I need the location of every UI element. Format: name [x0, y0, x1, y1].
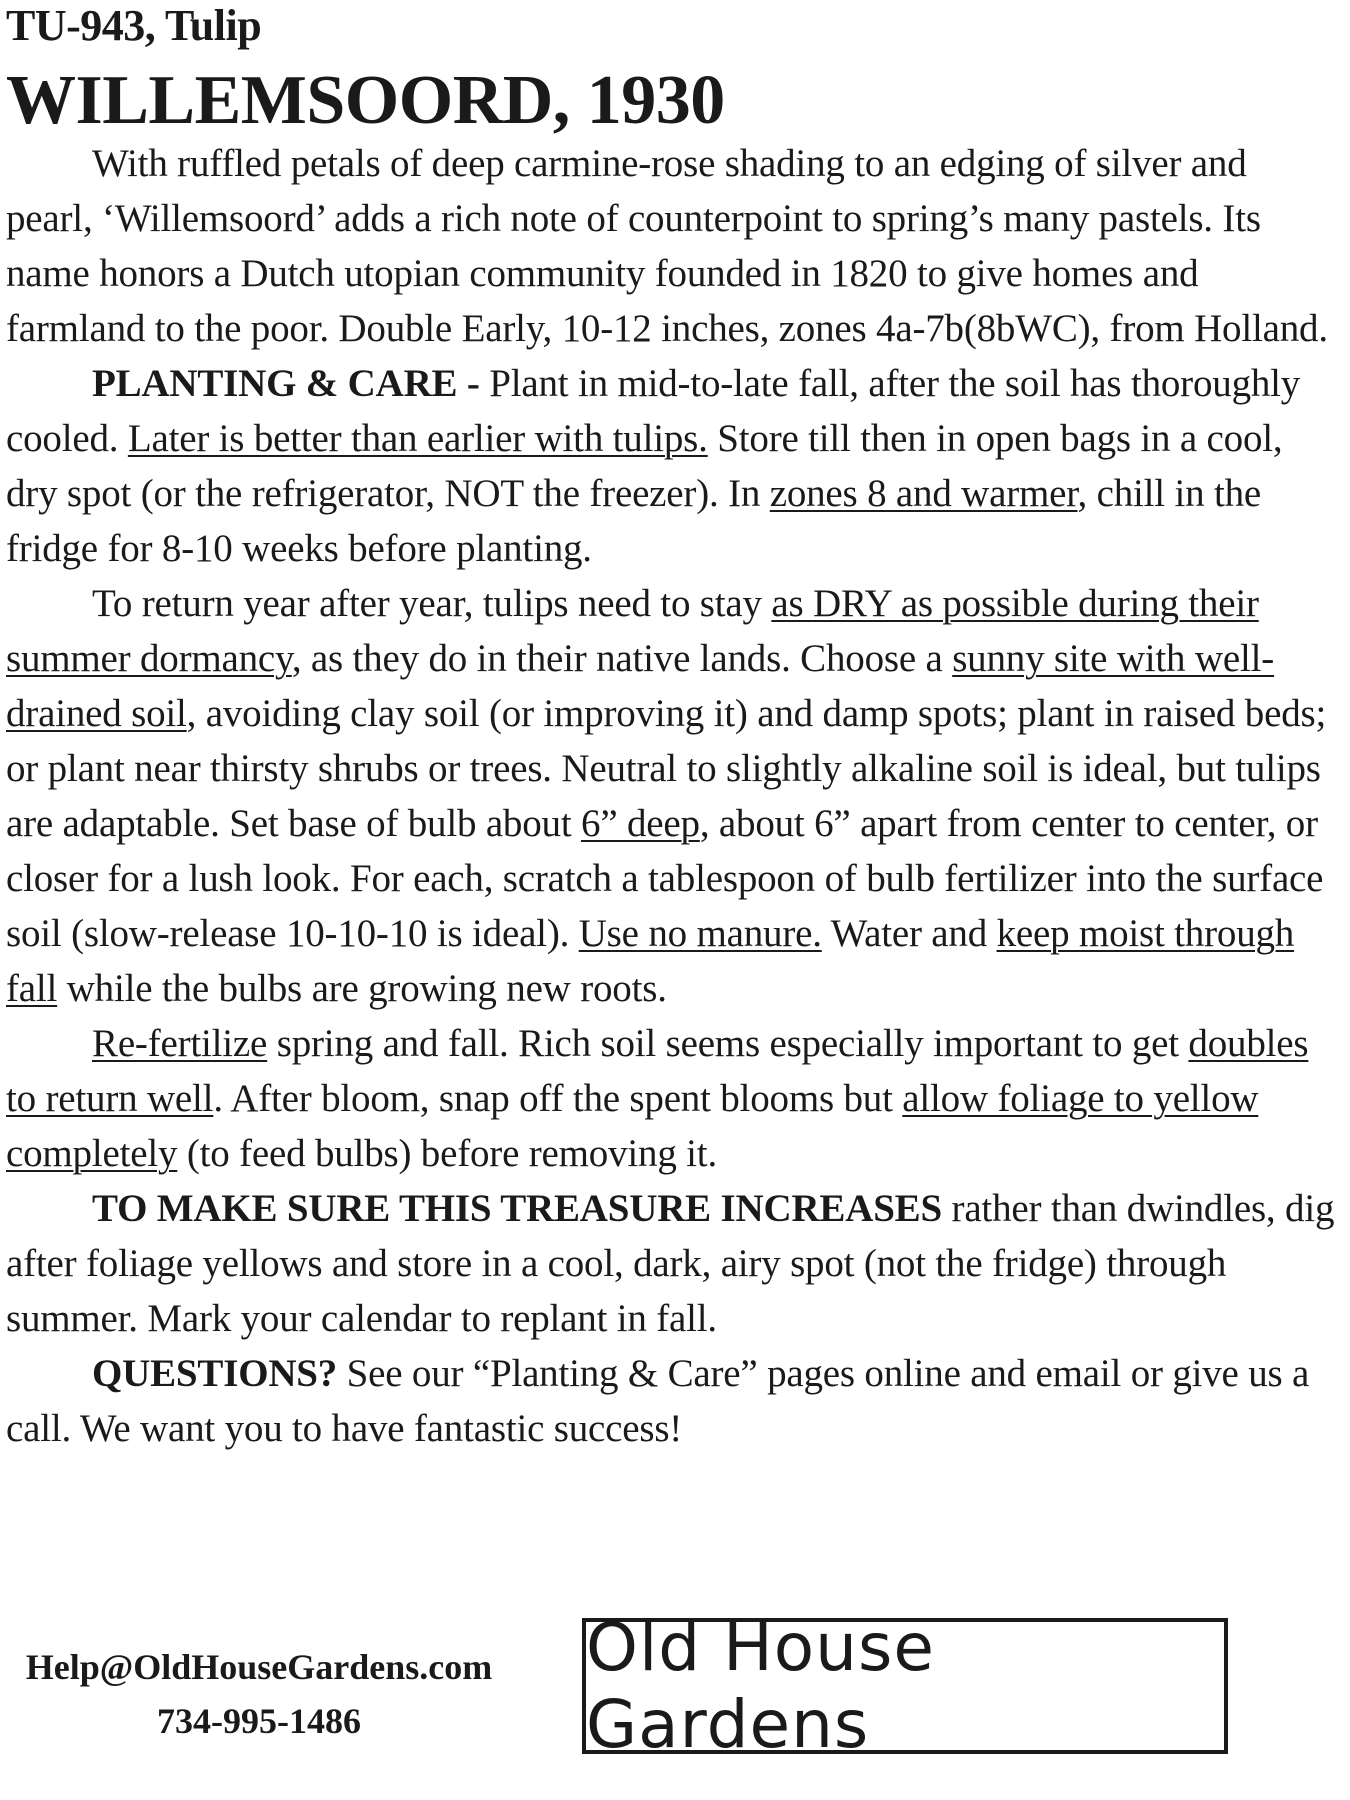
- emphasis-text: doubles to return well: [6, 1022, 1309, 1120]
- emphasis-text: Later is better than earlier with tulips.: [127, 417, 708, 460]
- contact-info: [0, 1640, 518, 1748]
- product-code: TU-943, Tulip: [6, 1, 262, 50]
- page-title: WILLEMSOORD, 1930: [6, 62, 725, 139]
- brand-logo: [582, 1609, 1228, 1763]
- emphasis-text: zones 8 and warmer: [769, 472, 1078, 515]
- description-paragraph: With ruffled petals of deep carmine-rose shading to an edging of silver and pearl, ‘Willemsoord’ adds a rich note of counterpoint to spring’s many pastels. Its name honors a Dutch utopian community founded in 1820 to give homes and farmland to the poor. Double Early, 10-12 inches, zones 4a-7b(8bWC), from Holland.: [6, 142, 1328, 350]
- questions-paragraph: QUESTIONS? See our “Planting & Care” pages online and email or give us a call. We want you to have fantastic success!: [6, 1352, 1310, 1450]
- planting-paragraph: PLANTING & CARE - Plant in mid-to-late fall, after the soil has thoroughly cooled. Later is better than earlier with tulips. Store till then in open bags in a cool, dry spot (or the refrigerator, NOT the freezer). In zones 8 and warmer, chill in the fridge for 8-10 weeks before planting.: [6, 362, 1301, 570]
- emphasis-text: Re-fertilize: [92, 1022, 268, 1065]
- contact-phone[interactable]: 734-995-1486: [157, 1701, 361, 1741]
- treasure-heading: TO MAKE SURE THIS TREASURE INCREASES: [92, 1187, 942, 1230]
- treasure-paragraph: TO MAKE SURE THIS TREASURE INCREASES rather than dwindles, dig after foliage yellows and store in a cool, dark, airy spot (not the fridge) through summer. Mark your calendar to replant in fall.: [6, 1187, 1335, 1340]
- care-instructions: [6, 136, 1336, 1456]
- emphasis-text: 6” deep: [581, 802, 700, 845]
- questions-heading: QUESTIONS?: [92, 1352, 338, 1395]
- emphasis-text: as DRY as possible during their summer dormancy: [6, 582, 1259, 680]
- emphasis-text: keep moist through fall: [6, 912, 1295, 1010]
- return-paragraph: To return year after year, tulips need to stay as DRY as possible during their summer dormancy, as they do in their native lands. Choose a sunny site with well-drained soil, avoiding clay soil (or improving it) and damp spots; plant in raised beds; or plant near thirsty shrubs or trees. Neutral to slightly alkaline soil is ideal, but tulips are adaptable. Set base of bulb about 6” deep, about 6” apart from center to center, or closer for a lush look. For each, scratch a tablespoon of bulb fertilizer into the surface soil (slow-release 10-10-10 is ideal). Use no manure. Water and keep moist through fall while the bulbs are growing new roots.: [6, 582, 1327, 1010]
- planting-heading: PLANTING & CARE -: [92, 362, 480, 405]
- emphasis-text: sunny site with well-drained soil: [6, 637, 1275, 735]
- emphasis-text: allow foliage to yellow completely: [6, 1077, 1259, 1175]
- logo-text: Old House Gardens: [586, 1609, 935, 1763]
- emphasis-text: Use no manure.: [578, 912, 822, 955]
- contact-email[interactable]: Help@OldHouseGardens.com: [25, 1647, 493, 1687]
- refertilize-paragraph: Re-fertilize spring and fall. Rich soil seems especially important to get doubles to return well. After bloom, snap off the spent blooms but allow foliage to yellow completely (to feed bulbs) before removing it.: [6, 1022, 1309, 1175]
